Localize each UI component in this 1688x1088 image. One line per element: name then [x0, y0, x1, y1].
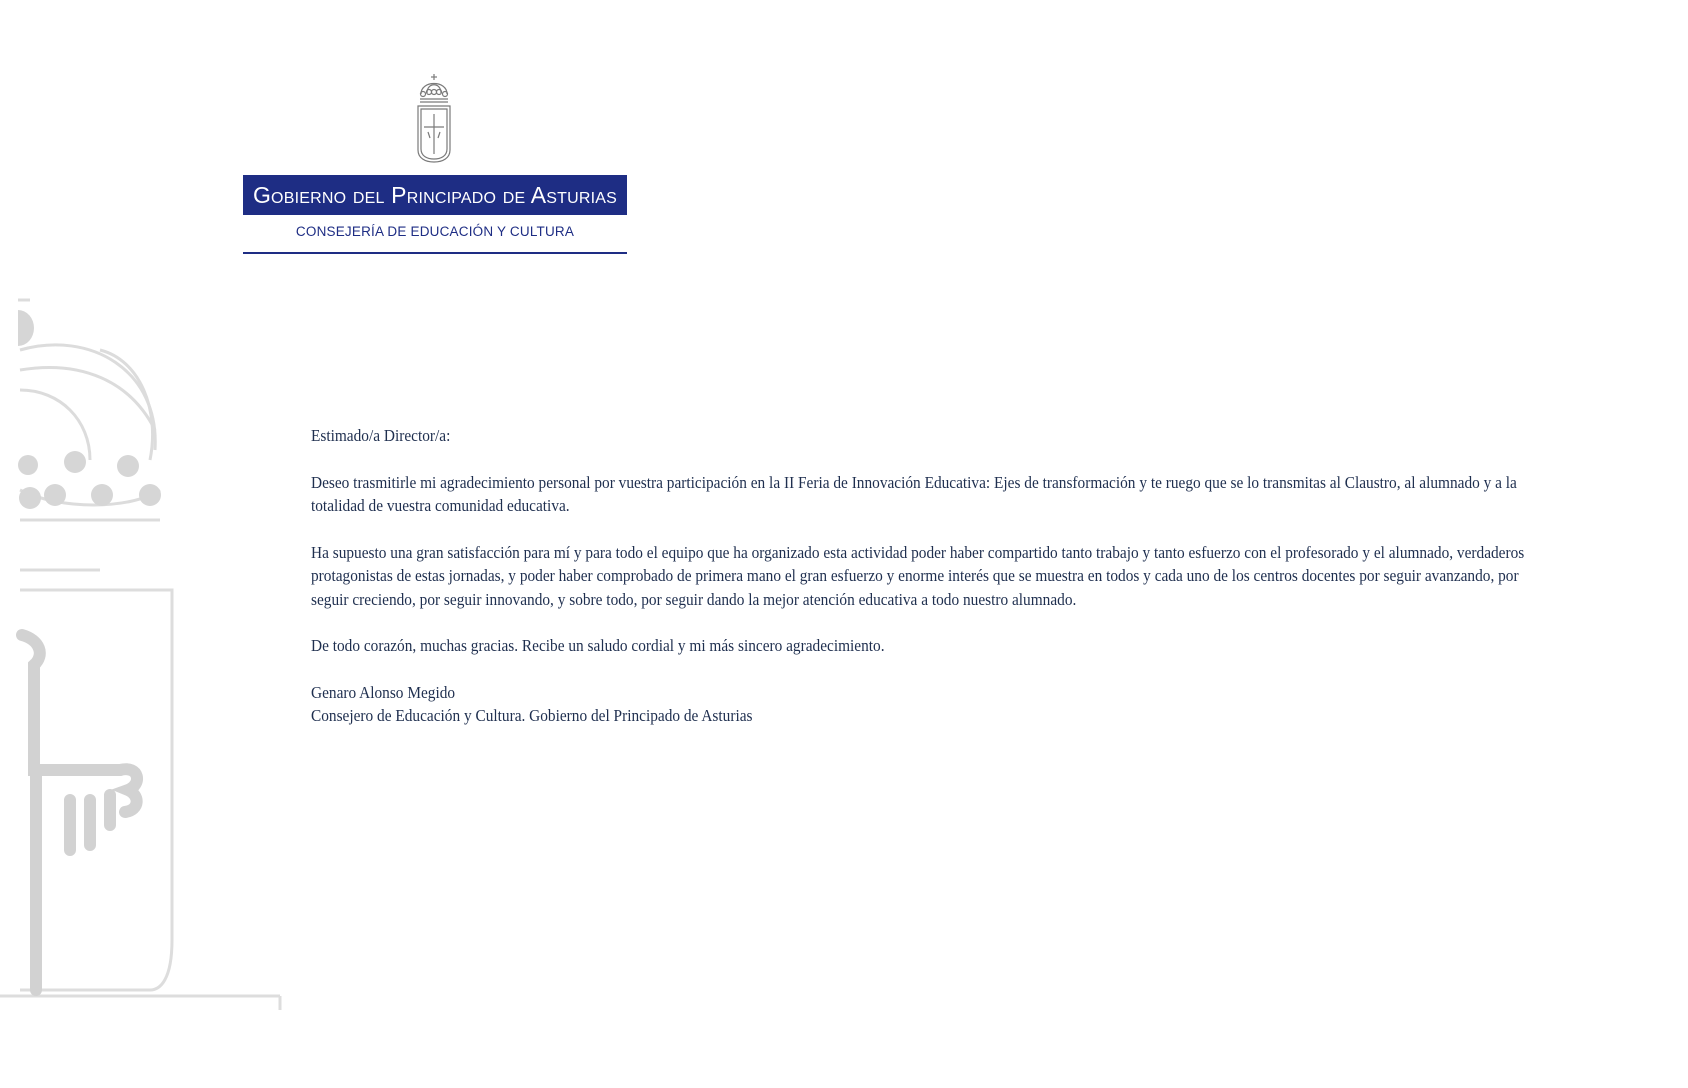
- signature-name: Genaro Alonso Megido: [311, 682, 456, 702]
- institution-logo: [243, 72, 627, 262]
- letter-salutation: Estimado/a Director/a:: [311, 426, 451, 445]
- letter-paragraph-1: Deseo trasmitirle mi agradecimiento personal por vuestra participación en la II Feria de Innovación Educativa: Ejes de transformación y te ruego que se lo transmitas al Claustro, al alumnado y a la totalidad de vuestra comunidad educativa.: [311, 472, 1517, 515]
- logo-department-name: CONSEJERÍA DE EDUCACIÓN Y CULTURA: [295, 224, 575, 239]
- signature-title: Consejero de Educación y Cultura. Gobierno del Principado de Asturias: [311, 706, 753, 725]
- letter-body: [311, 424, 1548, 728]
- letter-paragraph-3: De todo corazón, muchas gracias. Recibe un saludo cordial y mi más sincero agradecimiento.: [311, 636, 885, 655]
- coat-of-arms-icon: [413, 72, 455, 164]
- logo-government-name: Gobierno del Principado de Asturias: [243, 175, 627, 215]
- coat-of-arms-watermark-icon: [0, 290, 300, 1010]
- logo-divider: [243, 252, 627, 254]
- letter-paragraph-2: Ha supuesto una gran satisfacción para mí y para todo el equipo que ha organizado esta actividad poder haber compartido tanto trabajo y tanto esfuerzo con el profesorado y el alumnado, verdaderos protagonistas de estas jornadas, y poder haber comprobado de primera mano el gran esfuerzo y enorme interés que se muestra en todos y cada uno de los centros docentes por seguir avanzando, por seguir creciendo, por seguir innovando, y sobre todo, por seguir dando la mejor atención educativa a todo nuestro alumnado.: [311, 542, 1525, 609]
- letter-signature: [311, 681, 1548, 728]
